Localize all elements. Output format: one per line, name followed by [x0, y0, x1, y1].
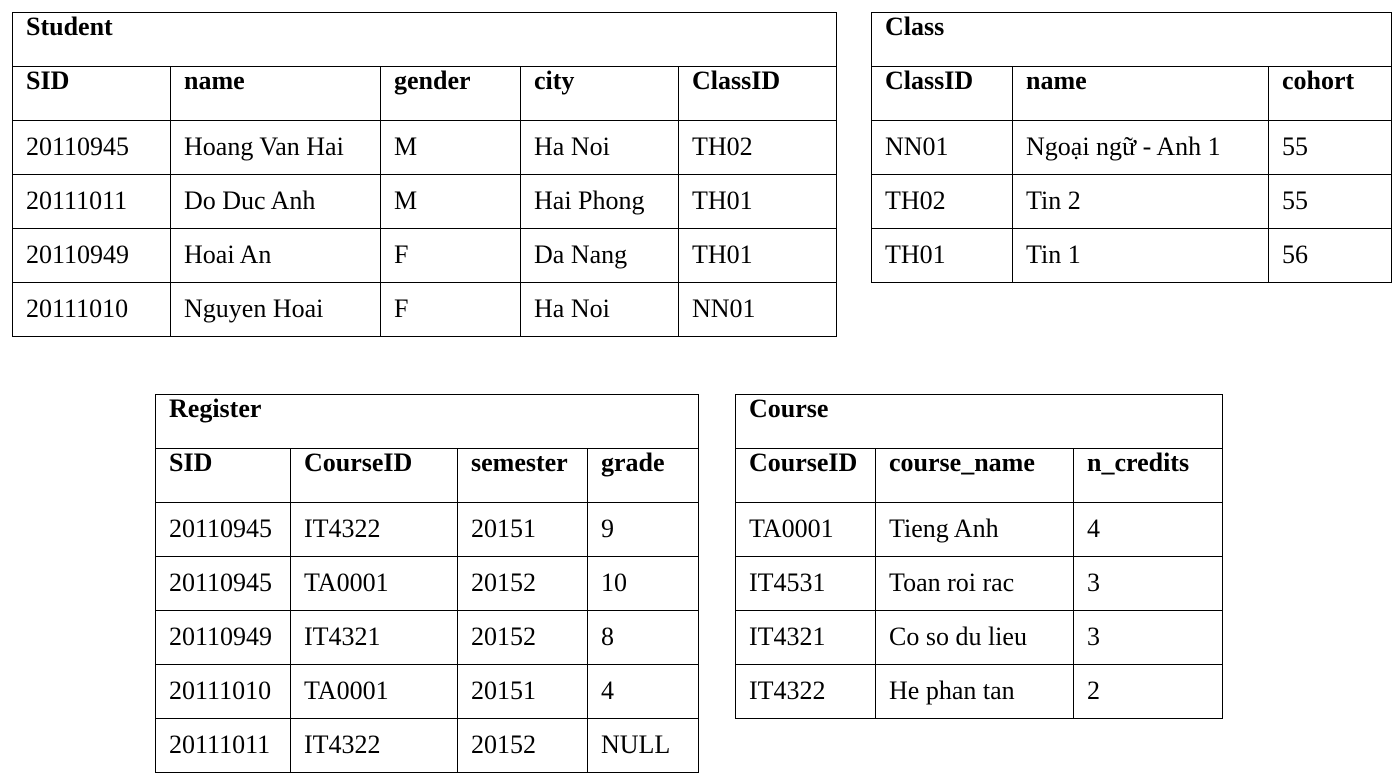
column-header: name: [1013, 67, 1269, 121]
column-header: course_name: [876, 449, 1074, 503]
table-cell: 20111010: [156, 665, 291, 719]
register-table-title: Register: [156, 395, 699, 449]
column-header: name: [171, 67, 381, 121]
course-header-row: [736, 449, 1223, 503]
table-cell: TH01: [679, 229, 837, 283]
table-cell: 55: [1269, 175, 1392, 229]
table-row: [156, 557, 699, 611]
table-cell: TA0001: [736, 503, 876, 557]
table-cell: Tin 1: [1013, 229, 1269, 283]
student-header-row: [13, 67, 837, 121]
table-row: [736, 611, 1223, 665]
table-cell: 2: [1074, 665, 1223, 719]
table-cell: M: [381, 175, 521, 229]
table-row: [13, 121, 837, 175]
class-caption-row: [872, 13, 1392, 67]
column-header: city: [521, 67, 679, 121]
table-cell: TH02: [872, 175, 1013, 229]
table-cell: 3: [1074, 611, 1223, 665]
table-row: [156, 611, 699, 665]
table-row: [872, 121, 1392, 175]
table-cell: He phan tan: [876, 665, 1074, 719]
table-cell: NULL: [588, 719, 699, 773]
course-caption-row: [736, 395, 1223, 449]
table-row: [156, 503, 699, 557]
student-table-title: Student: [13, 13, 837, 67]
column-header: gender: [381, 67, 521, 121]
table-cell: 4: [1074, 503, 1223, 557]
table-cell: NN01: [679, 283, 837, 337]
column-header: n_credits: [1074, 449, 1223, 503]
table-row: [156, 719, 699, 773]
table-row: [736, 665, 1223, 719]
table-cell: IT4531: [736, 557, 876, 611]
table-cell: IT4322: [291, 503, 458, 557]
table-cell: 56: [1269, 229, 1392, 283]
table-row: [13, 175, 837, 229]
register-table: [155, 394, 699, 773]
table-cell: 20111011: [13, 175, 171, 229]
table-cell: Ha Noi: [521, 121, 679, 175]
table-cell: IT4321: [291, 611, 458, 665]
table-cell: F: [381, 283, 521, 337]
table-cell: Hoai An: [171, 229, 381, 283]
table-cell: TH02: [679, 121, 837, 175]
table-row: [872, 229, 1392, 283]
table-cell: 20151: [458, 503, 588, 557]
register-caption-row: [156, 395, 699, 449]
table-row: [13, 283, 837, 337]
table-cell: TH01: [679, 175, 837, 229]
table-cell: 9: [588, 503, 699, 557]
table-cell: IT4322: [736, 665, 876, 719]
table-row: [156, 665, 699, 719]
register-header-row: [156, 449, 699, 503]
table-cell: M: [381, 121, 521, 175]
class-table: [871, 12, 1392, 283]
table-cell: Ngoại ngữ - Anh 1: [1013, 121, 1269, 175]
table-cell: 20111011: [156, 719, 291, 773]
student-caption-row: [13, 13, 837, 67]
table-cell: 20110945: [156, 557, 291, 611]
table-cell: Do Duc Anh: [171, 175, 381, 229]
table-cell: Ha Noi: [521, 283, 679, 337]
table-cell: 20111010: [13, 283, 171, 337]
course-table-title: Course: [736, 395, 1223, 449]
table-cell: TA0001: [291, 665, 458, 719]
course-table: [735, 394, 1223, 719]
student-table: [12, 12, 837, 337]
class-header-row: [872, 67, 1392, 121]
table-cell: 20151: [458, 665, 588, 719]
table-cell: IT4322: [291, 719, 458, 773]
table-row: [736, 557, 1223, 611]
table-row: [736, 503, 1223, 557]
table-cell: TA0001: [291, 557, 458, 611]
table-cell: 20110945: [13, 121, 171, 175]
table-cell: 10: [588, 557, 699, 611]
column-header: semester: [458, 449, 588, 503]
table-cell: TH01: [872, 229, 1013, 283]
table-cell: 8: [588, 611, 699, 665]
class-table-title: Class: [872, 13, 1392, 67]
column-header: SID: [13, 67, 171, 121]
table-cell: 4: [588, 665, 699, 719]
table-cell: F: [381, 229, 521, 283]
table-cell: IT4321: [736, 611, 876, 665]
table-cell: Tieng Anh: [876, 503, 1074, 557]
table-row: [872, 175, 1392, 229]
column-header: CourseID: [291, 449, 458, 503]
table-cell: 3: [1074, 557, 1223, 611]
column-header: ClassID: [679, 67, 837, 121]
table-cell: NN01: [872, 121, 1013, 175]
table-cell: Nguyen Hoai: [171, 283, 381, 337]
table-cell: 20110949: [13, 229, 171, 283]
table-cell: Tin 2: [1013, 175, 1269, 229]
table-cell: Co so du lieu: [876, 611, 1074, 665]
column-header: cohort: [1269, 67, 1392, 121]
table-cell: Da Nang: [521, 229, 679, 283]
column-header: grade: [588, 449, 699, 503]
table-cell: Hoang Van Hai: [171, 121, 381, 175]
table-cell: 20152: [458, 611, 588, 665]
table-cell: 20110949: [156, 611, 291, 665]
table-row: [13, 229, 837, 283]
column-header: SID: [156, 449, 291, 503]
table-cell: 55: [1269, 121, 1392, 175]
column-header: CourseID: [736, 449, 876, 503]
table-cell: 20152: [458, 557, 588, 611]
table-cell: 20152: [458, 719, 588, 773]
table-cell: Hai Phong: [521, 175, 679, 229]
table-cell: Toan roi rac: [876, 557, 1074, 611]
column-header: ClassID: [872, 67, 1013, 121]
table-cell: 20110945: [156, 503, 291, 557]
